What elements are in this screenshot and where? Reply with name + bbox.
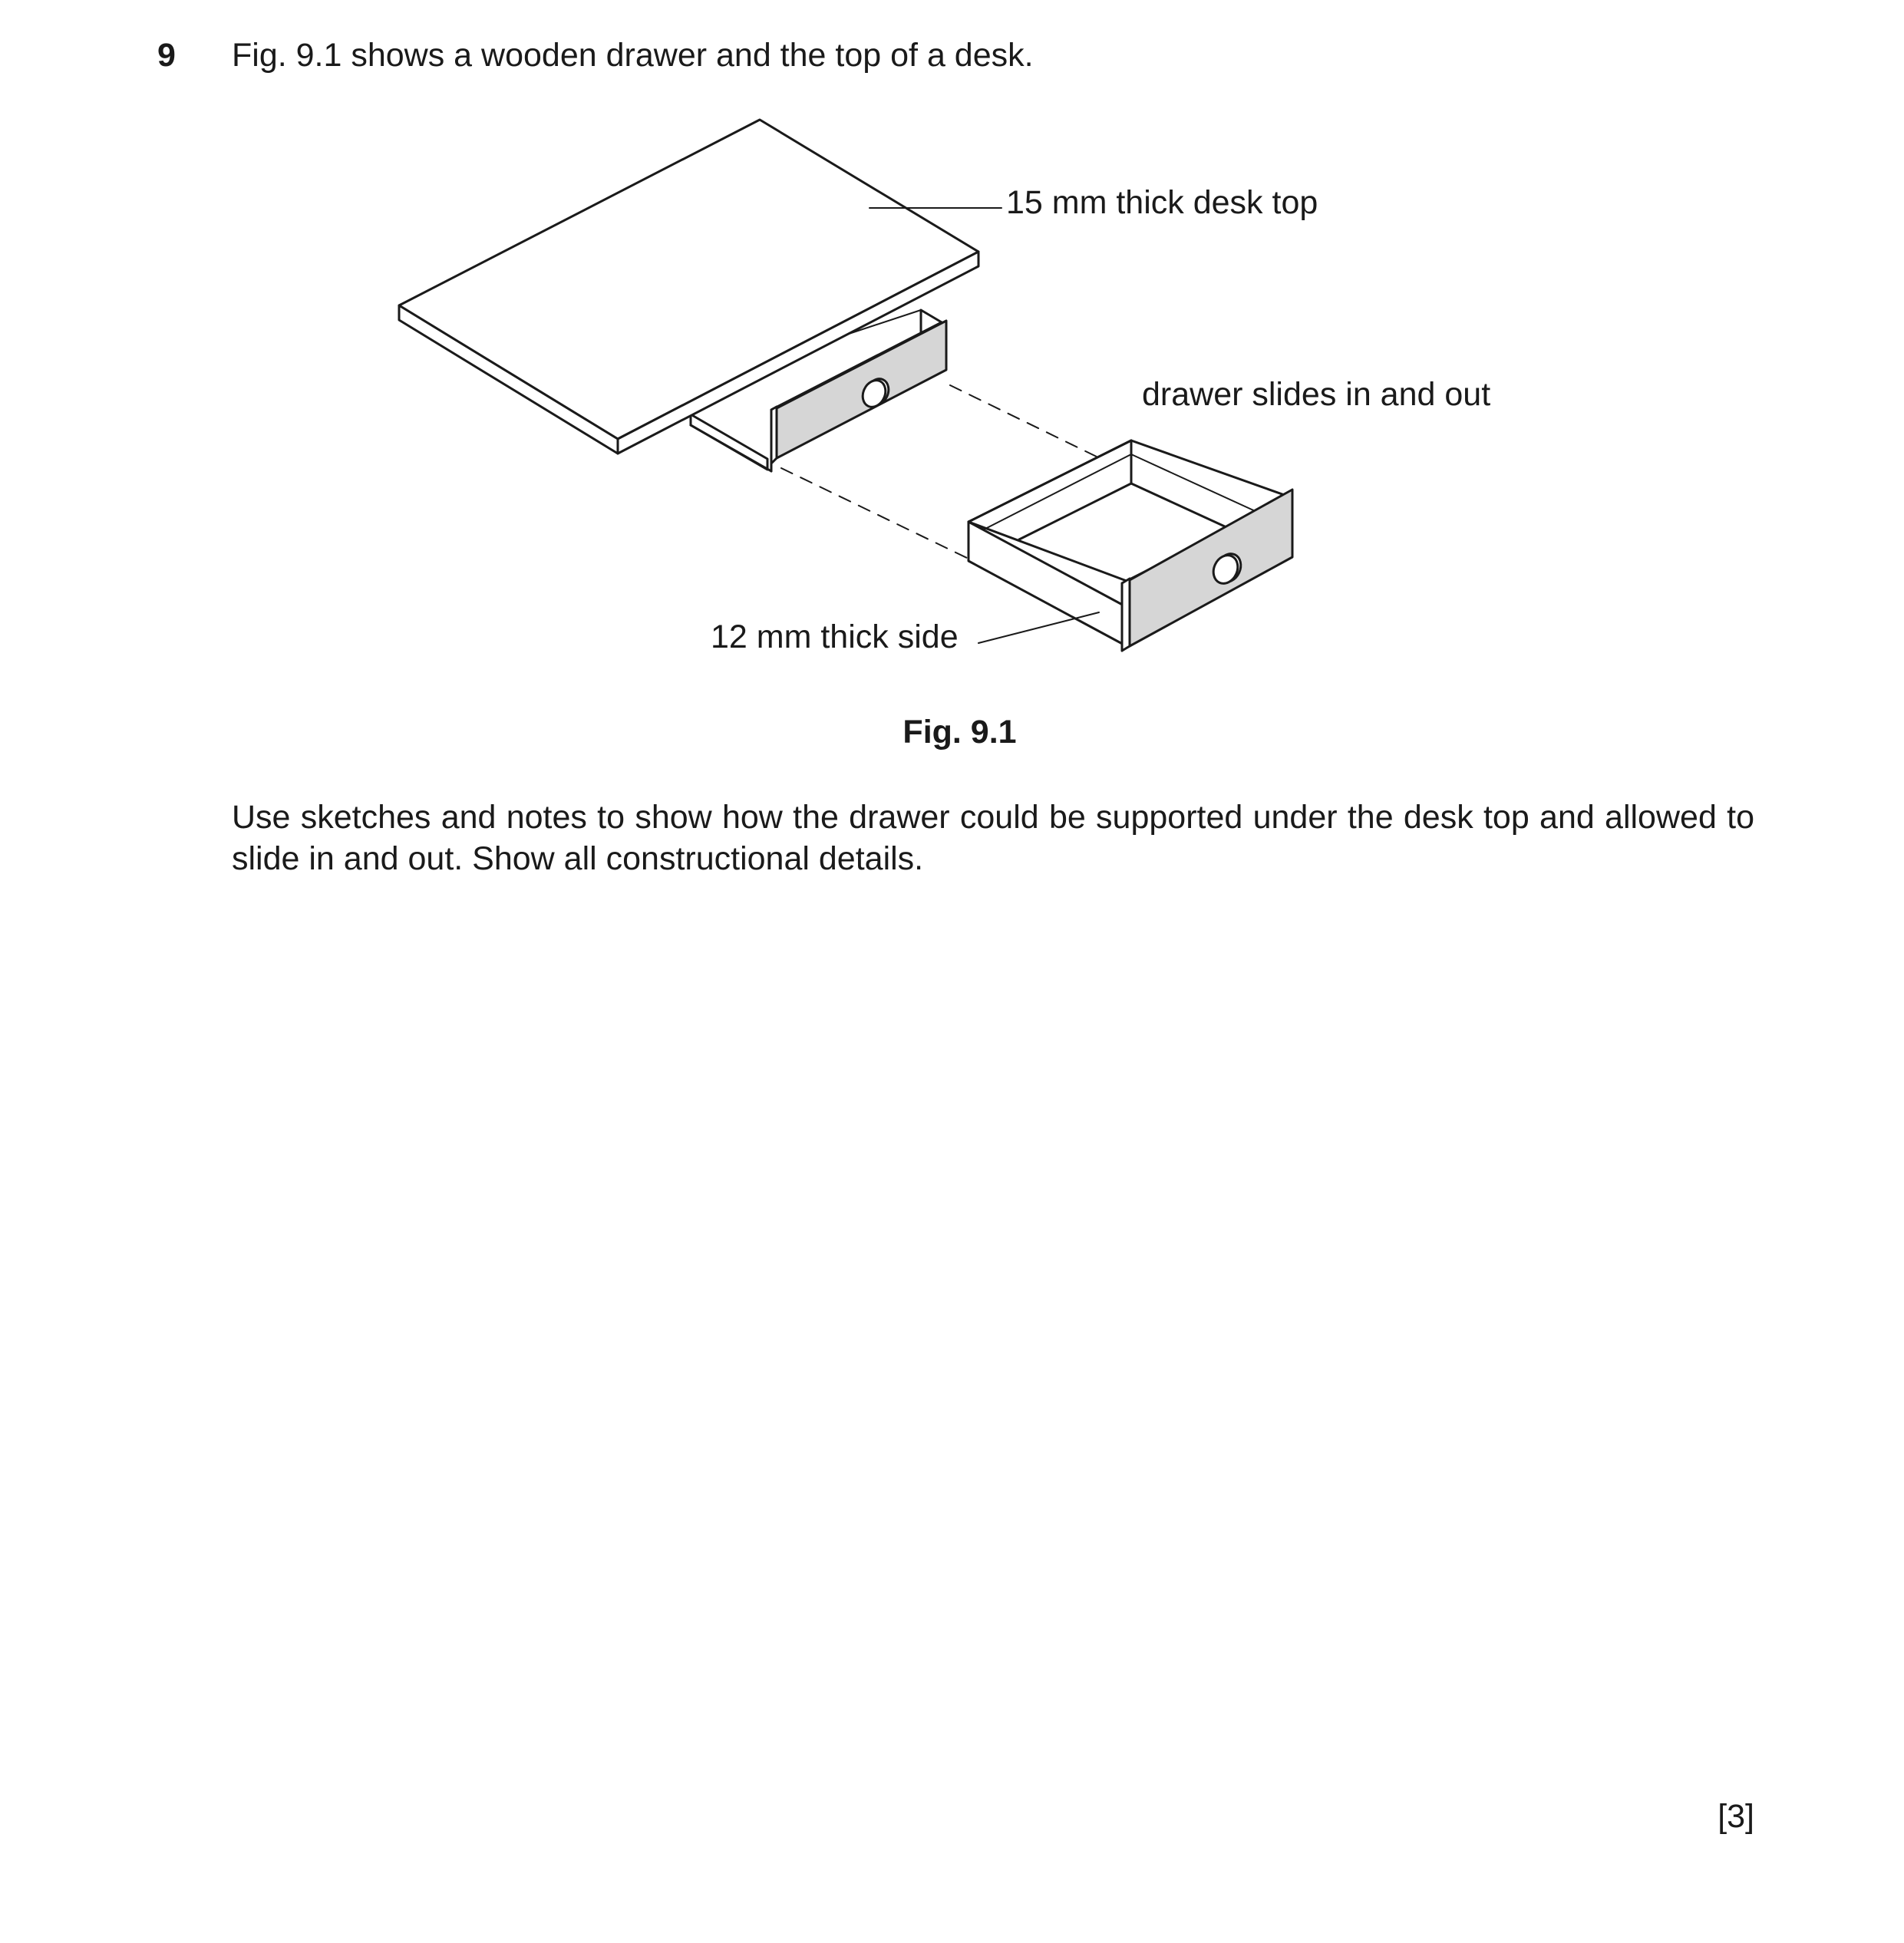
side-leader [978,612,1099,643]
marks-allocation: [3] [1718,1798,1754,1835]
question-intro: Fig. 9.1 shows a wooden drawer and the top of a desk. [232,37,1034,74]
drawer-side-label: 12 mm thick side [711,619,959,655]
figure-9-1 [0,0,1904,767]
figure-caption: Fig. 9.1 [903,714,1017,750]
desk-top-label: 15 mm thick desk top [1006,184,1318,221]
drawer-motion-label: drawer slides in and out [1142,376,1491,413]
desk-top [399,120,1001,454]
pulled-out-drawer [968,440,1292,651]
question-number: 9 [157,37,176,74]
question-instruction: Use sketches and notes to show how the drawer could be supported under the desk top and allowed to slide in and out. Show all constructional details. [232,799,1754,877]
